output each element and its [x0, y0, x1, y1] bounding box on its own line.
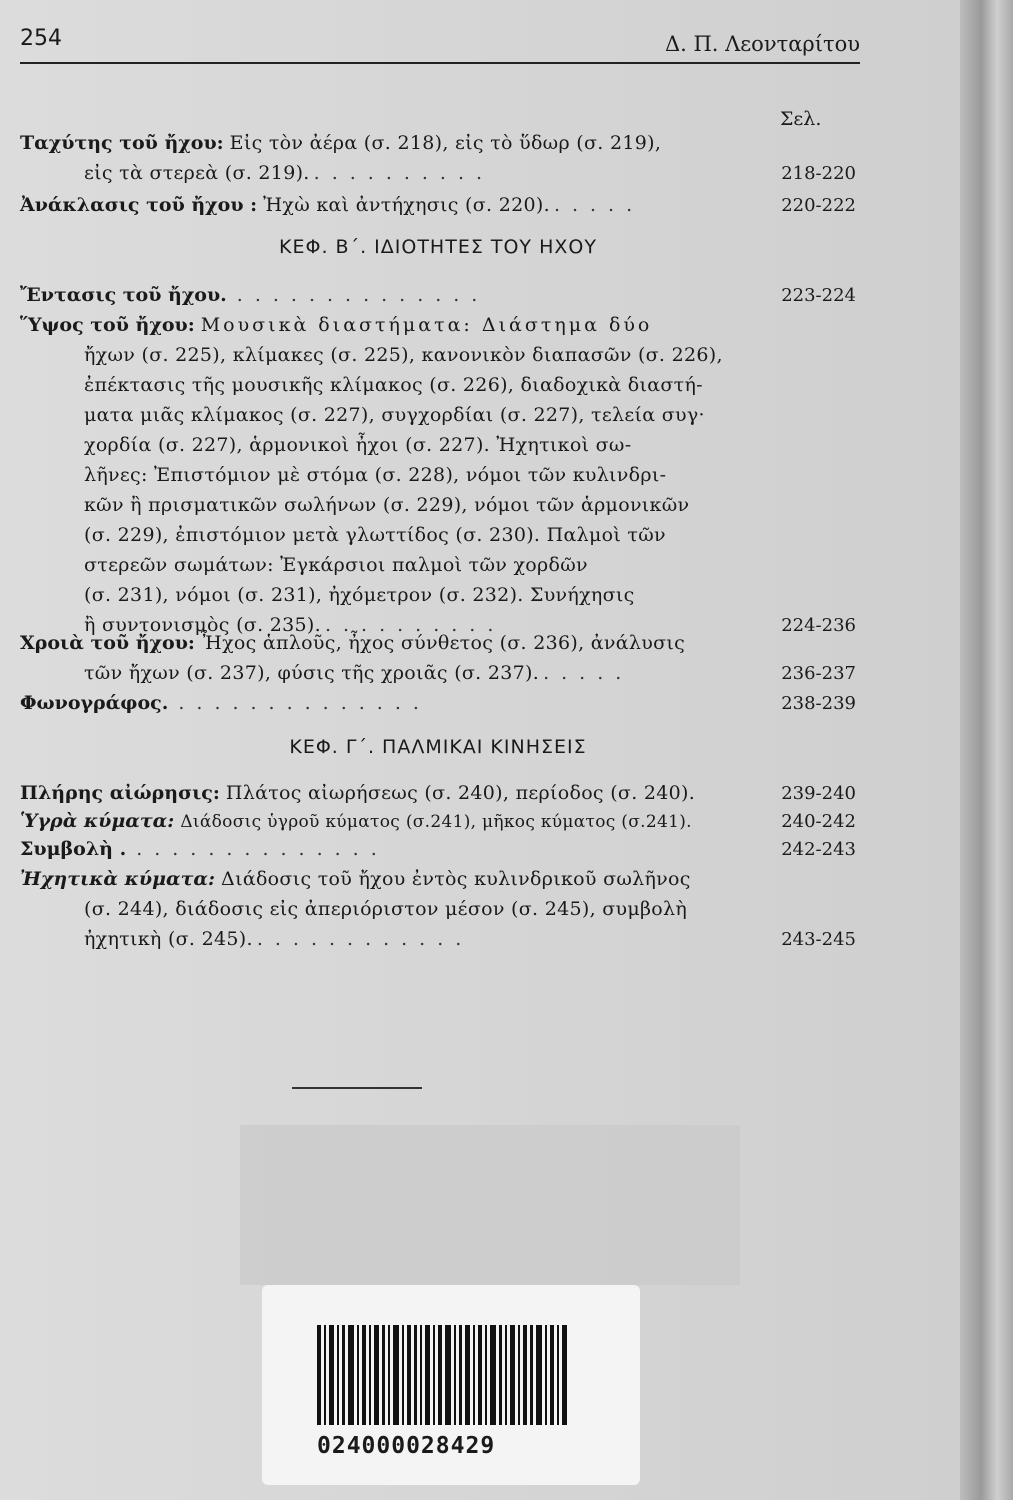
- running-head-author: Δ. Π. Λεονταρίτου: [664, 32, 860, 56]
- pages-column-label: Σελ.: [780, 108, 822, 130]
- entry-text: τῶν ἤχων (σ. 237), φύσις τῆς χροιᾶς (σ. 237).: [84, 662, 540, 684]
- leader-dots: ..........: [324, 614, 506, 636]
- chapter-heading-c: ΚΕΦ. Γ΄. ΠΑΛΜΙΚΑΙ ΚΙΝΗΣΕΙΣ: [289, 736, 587, 758]
- entry-text: εἰς τὰ στερεὰ (σ. 219).: [84, 162, 310, 184]
- entry-text: κῶν ἢ πρισματικῶν σωλήνων (σ. 229), νόμοι τῶν ἁρμονικῶν: [84, 494, 690, 516]
- entry-text: Μουσικὰ διαστήματα: Διάστημα δύο: [200, 314, 653, 336]
- entry-text: λῆνες: Ἐπιστόμιον μὲ στόμα (σ. 228), νόμοι τῶν κυλινδρι-: [84, 464, 667, 486]
- page-number: 254: [20, 26, 62, 51]
- toc-entry-liquid-waves: [20, 806, 856, 836]
- entry-text: Ἠχὼ καὶ ἀντήχησις (σ. 220).: [263, 194, 550, 216]
- entry-pages: 239-240: [781, 783, 856, 804]
- entry-pages: 240-242: [781, 811, 856, 832]
- entry-text: στερεῶν σωμάτων: Ἐγκάρσιοι παλμοὶ τῶν χορδῶν: [84, 554, 588, 576]
- entry-term: Ἀνάκλασις τοῦ ἤχου :: [20, 194, 258, 216]
- entry-pages: 243-245: [781, 929, 856, 950]
- entry-pages: 218-220: [781, 163, 856, 184]
- entry-text: Διάδοσις ὑγροῦ κύματος (σ.241), μῆκος κύματος (σ.241).: [180, 812, 692, 832]
- toc-entry-full-oscillation: [20, 778, 856, 808]
- toc-entry-phonograph: [20, 688, 856, 718]
- barcode-icon: [317, 1325, 567, 1425]
- entry-text: Ἦχος ἁπλοῦς, ἦχος σύνθετος (σ. 236), ἀνάλυσις: [200, 632, 686, 654]
- toc-entry-reflection-of-sound: [20, 190, 856, 220]
- entry-text: ἤχων (σ. 225), κλίμακες (σ. 225), κανονικὸν διαπασῶν (σ. 226),: [84, 344, 723, 366]
- barcode-number: 024000028429: [317, 1433, 496, 1459]
- entry-text: (σ. 231), νόμοι (σ. 231), ἠχόμετρον (σ. 232). Συνήχησις: [84, 584, 635, 606]
- toc-entry-sound-waves: [20, 864, 856, 954]
- entry-term: Ὑγρὰ κύματα:: [20, 810, 175, 832]
- entry-text: ματα μιᾶς κλίμακος (σ. 227), συγχορδίαι (σ. 227), τελεία συγ·: [84, 404, 705, 426]
- entry-pages: 238-239: [781, 693, 856, 714]
- page-edge: [960, 0, 1013, 1500]
- leader-dots: .....: [553, 194, 645, 216]
- entry-term: Χροιὰ τοῦ ἤχου:: [20, 632, 195, 654]
- end-rule: [292, 1087, 422, 1089]
- barcode-label: [262, 1285, 640, 1485]
- entry-term: Ἠχητικὰ κύματα:: [20, 868, 216, 890]
- entry-text: (σ. 229), ἐπιστόμιον μετὰ γλωττίδος (σ. 230). Παλμοὶ τῶν: [84, 524, 666, 546]
- entry-pages: 242-243: [781, 839, 856, 860]
- toc-entry-speed-of-sound: [20, 128, 856, 188]
- toc-entry-pitch: [20, 310, 856, 640]
- entry-text: Διάδοσις τοῦ ἤχου ἐντὸς κυλινδρικοῦ σωλῆνος: [221, 868, 691, 890]
- entry-text: χορδία (σ. 227), ἁρμονικοὶ ἦχοι (σ. 227). Ἠχητικοὶ σω-: [84, 434, 632, 456]
- entry-term: Ἔντασις τοῦ ἤχου.: [20, 284, 227, 306]
- leader-dots: ..............: [136, 838, 389, 860]
- leader-dots: ..........: [313, 162, 495, 184]
- toc-entry-intensity: [20, 280, 856, 310]
- entry-text: ἢ συντονισμὸς (σ. 235).: [84, 614, 321, 636]
- toc-entry-interference: [20, 834, 856, 864]
- entry-term: Ὕψος τοῦ ἤχου:: [20, 314, 195, 336]
- entry-text: ἐπέκτασις τῆς μουσικῆς κλίμακος (σ. 226), διαδοχικὰ διαστή-: [84, 374, 703, 396]
- entry-pages: 236-237: [781, 663, 856, 684]
- entry-pages: 220-222: [781, 195, 856, 216]
- leader-dots: ............: [256, 928, 474, 950]
- chapter-heading-b: ΚΕΦ. Β΄. ΙΔΙΟΤΗΤΕΣ ΤΟΥ ΗΧΟΥ: [279, 236, 597, 258]
- entry-text: (σ. 244), διάδοσις εἰς ἀπεριόριστον μέσον (σ. 245), συμβολὴ: [84, 898, 688, 920]
- page-header: [20, 22, 860, 64]
- entry-pages: 224-236: [781, 615, 856, 636]
- show-through-stamp: [240, 1125, 740, 1285]
- entry-text: ἠχητικὴ (σ. 245).: [84, 928, 253, 950]
- entry-term: Συμβολὴ .: [20, 838, 127, 860]
- entry-term: Φωνογράφος.: [20, 692, 169, 714]
- leader-dots: ..............: [178, 692, 431, 714]
- entry-text: Εἰς τὸν ἀέρα (σ. 218), εἰς τὸ ὕδωρ (σ. 219),: [229, 132, 662, 154]
- leader-dots: ..............: [236, 284, 490, 306]
- entry-term: Ταχύτης τοῦ ἤχου:: [20, 132, 224, 154]
- entry-text: Πλάτος αἰωρήσεως (σ. 240), περίοδος (σ. 240).: [225, 782, 696, 804]
- entry-pages: 223-224: [781, 285, 856, 306]
- toc-entry-timbre: [20, 628, 856, 688]
- entry-term: Πλήρης αἰώρησις:: [20, 782, 220, 804]
- leader-dots: .....: [543, 662, 634, 684]
